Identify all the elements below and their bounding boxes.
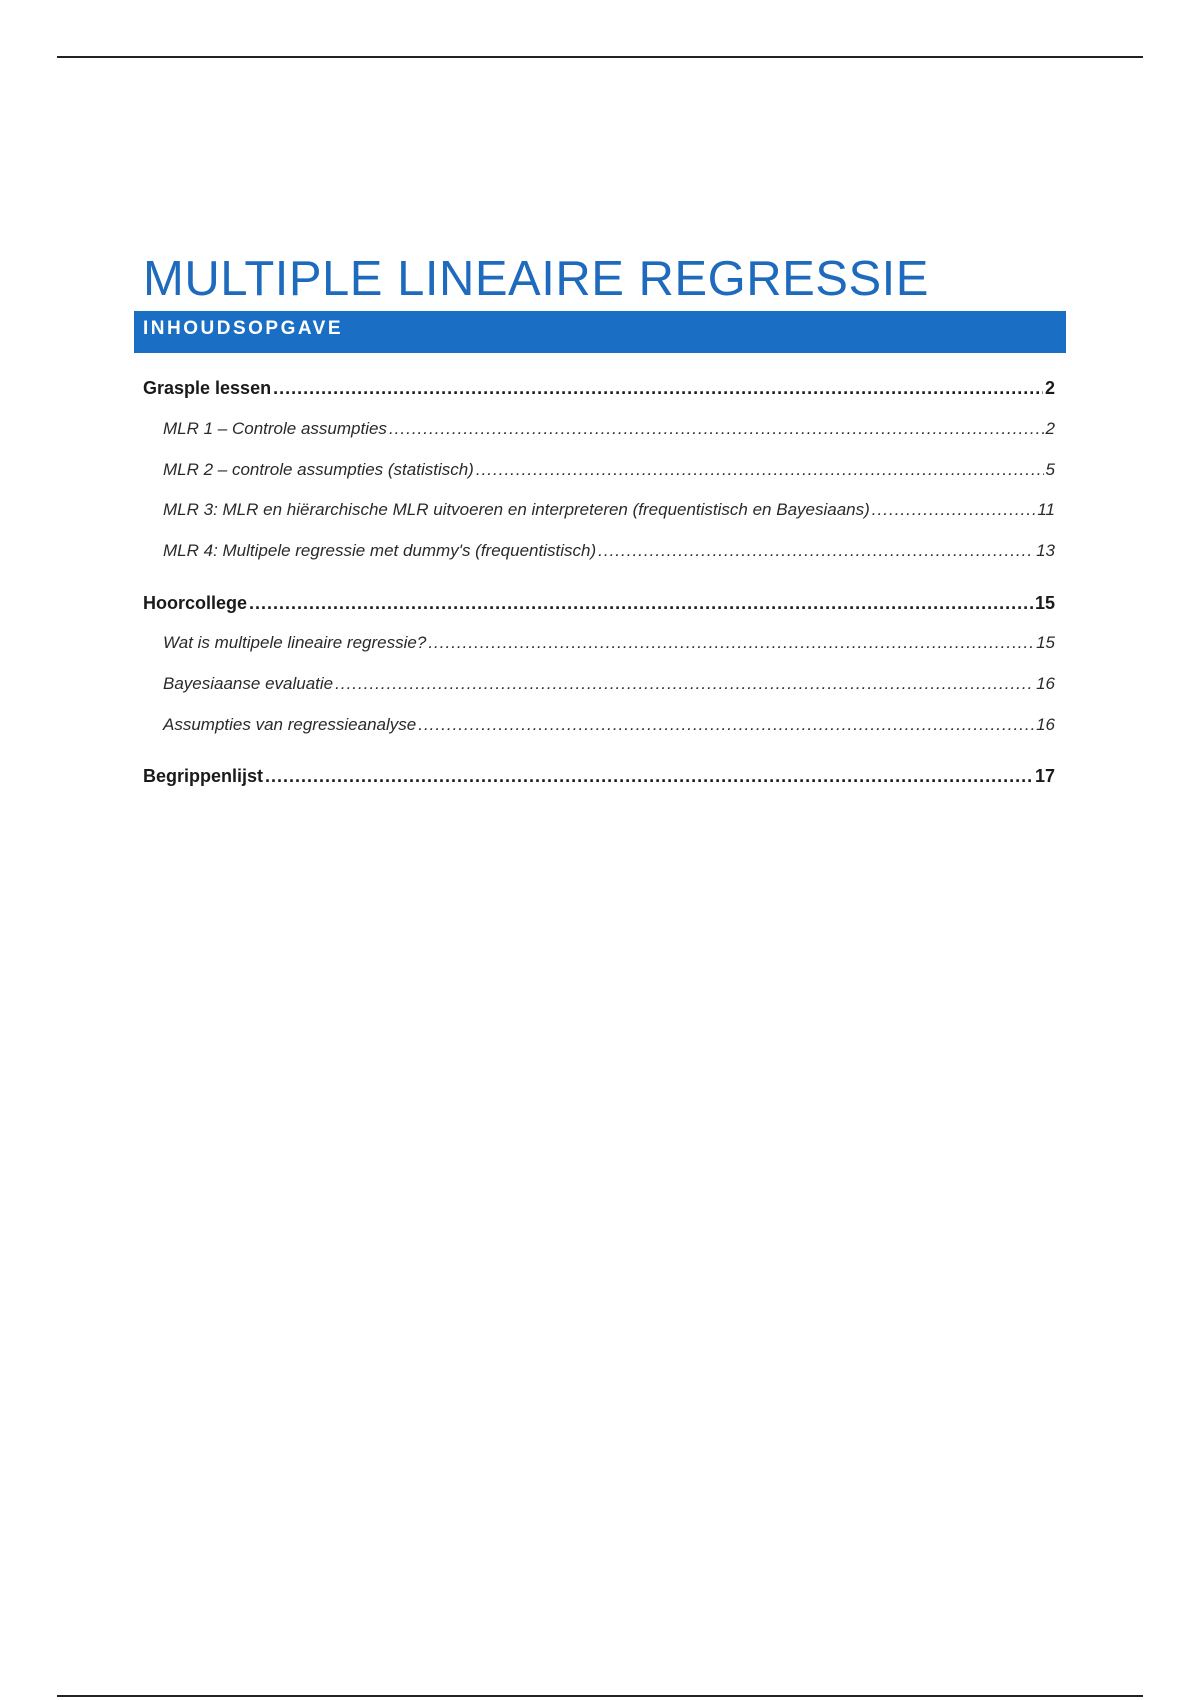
toc-entry-mlr-2[interactable] (163, 460, 1055, 480)
toc-page-number: 2 (1044, 378, 1055, 398)
toc-page-number: 17 (1034, 766, 1055, 786)
toc-dot-leader (273, 378, 1043, 399)
toc-entry-hoorcollege[interactable] (143, 593, 1055, 614)
toc-entry-begrippenlijst[interactable] (143, 766, 1055, 787)
toc-page-number: 15 (1034, 593, 1055, 613)
toc-entry-label: Hoorcollege (143, 593, 248, 613)
toc-entry-mlr-1[interactable] (163, 419, 1055, 439)
toc-entry-bayesiaanse-evaluatie[interactable] (163, 674, 1055, 694)
toc-page-number: 13 (1036, 541, 1055, 560)
toc-page-number: 11 (1037, 500, 1055, 519)
toc-dot-leader (335, 674, 1034, 694)
toc-dot-leader (389, 419, 1044, 439)
toc-page-number: 2 (1045, 419, 1055, 438)
document-title: MULTIPLE LINEAIRE REGRESSIE (143, 251, 929, 306)
toc-dot-leader (418, 715, 1034, 735)
toc-heading: INHOUDSOPGAVE (143, 318, 344, 339)
toc-entry-assumpties[interactable] (163, 715, 1055, 735)
toc-dot-leader (872, 500, 1036, 520)
toc-page-number: 16 (1036, 674, 1055, 693)
toc-dot-leader (476, 460, 1044, 480)
toc-entry-label: MLR 1 – Controle assumpties (163, 419, 387, 438)
toc-entry-label: Bayesiaanse evaluatie (163, 674, 334, 693)
toc-entry-wat-is-mlr[interactable] (163, 633, 1055, 653)
toc-entry-label: MLR 4: Multipele regressie met dummy's (frequentistisch) (163, 541, 597, 560)
toc-page-number: 16 (1036, 715, 1055, 734)
toc-entry-label: Wat is multipele lineaire regressie? (163, 633, 427, 652)
toc-page-number: 15 (1036, 633, 1055, 652)
toc-dot-leader (598, 541, 1034, 561)
toc-entry-mlr-3[interactable] (163, 500, 1055, 520)
toc-dot-leader (428, 633, 1034, 653)
toc-page-number: 5 (1045, 460, 1055, 479)
footer-rule (57, 1695, 1143, 1697)
toc-dot-leader (265, 766, 1033, 787)
toc-entry-grasple-lessen[interactable] (143, 378, 1055, 399)
toc-entry-label: Begrippenlijst (143, 766, 264, 786)
toc-dot-leader (249, 593, 1033, 614)
header-rule (57, 56, 1143, 58)
toc-entry-label: MLR 3: MLR en hiërarchische MLR uitvoeren en interpreteren (frequentistisch en Bayesiaans) (163, 500, 870, 519)
toc-entry-label: Assumpties van regressieanalyse (163, 715, 417, 734)
toc-heading-bar (134, 311, 1066, 353)
toc-entry-label: MLR 2 – controle assumpties (statistisch) (163, 460, 474, 479)
toc-entry-mlr-4[interactable] (163, 541, 1055, 561)
toc-entry-label: Grasple lessen (143, 378, 272, 398)
